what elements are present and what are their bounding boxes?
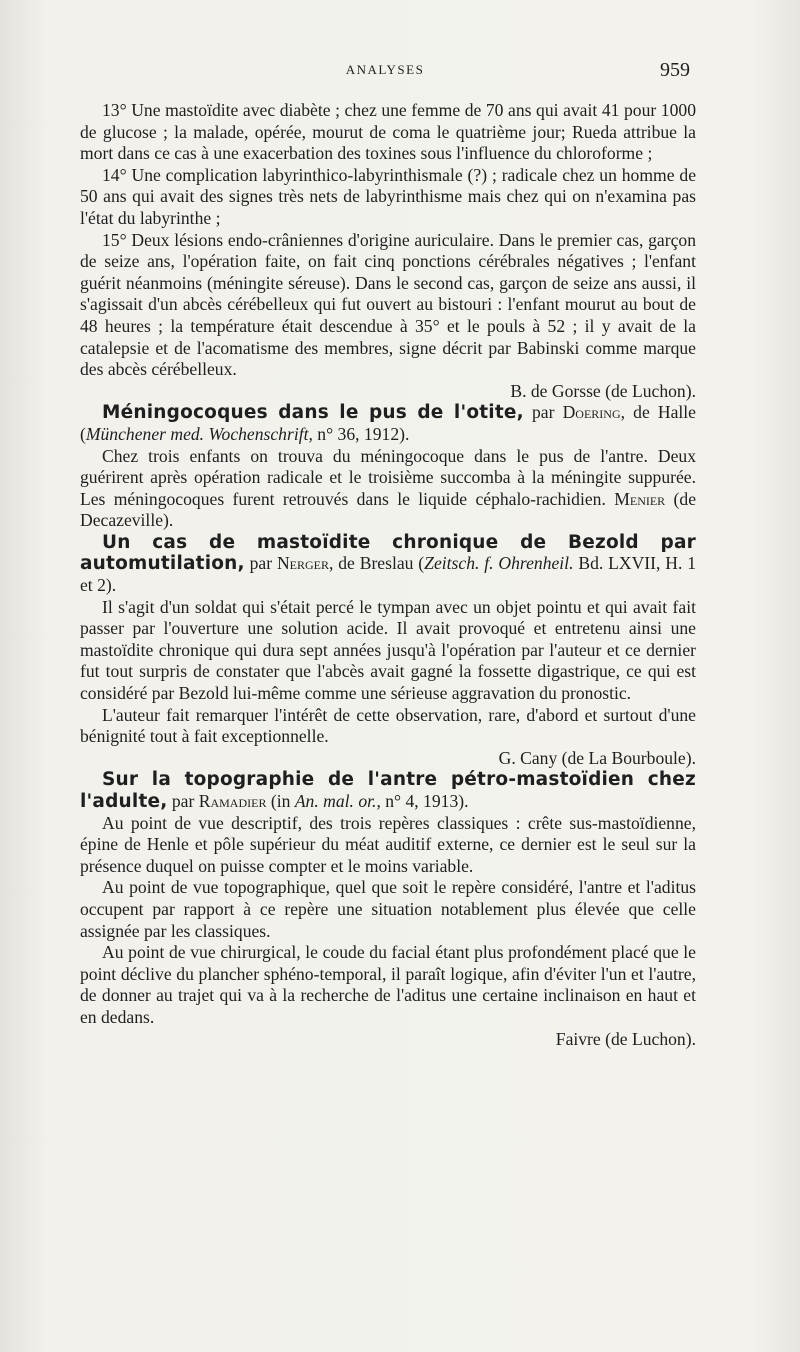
page-header <box>80 59 690 86</box>
article-bezold-body-1: Il s'agit d'un soldat qui s'était percé le tympan avec un objet pointu et qui avait fait passer par l'ouverture une solution acide. Il avait provoqué et entretenu ainsi une mastoïdite chronique qui dura sept années jusqu'à l'opération par l'auteur et ce dernier fut tout surpris de constater que l'abcès avait gagné la fossette digastrique, ce qui est considéré par Bezold lui-même comme une sérieuse aggravation du pronostic. <box>80 596 696 704</box>
article-topographie-body-3: Au point de vue chirurgical, le coude du facial étant plus profondément placé que le point déclive du plancher sphéno-temporal, il paraît logique, afin d'éviter l'un et l'autre, de donner au trajet qui va à la recherche de l'aditus une certaine inclinaison en haut et en dedans. <box>80 942 696 1027</box>
article-author: Ramadier <box>198 791 267 811</box>
article-body-text: Chez trois enfants on trouva du méningocoque dans le pus de l'antre. Deux guérirent après opération radicale et le troisième succomba à la méningite suppurée. Les méningocoques furent retrouvés dans le liquide céphalo-rachidien. <box>80 445 696 509</box>
paragraph-14: 14° Une complication labyrinthico-labyrinthismale (?) ; radicale chez un homme de 50 ans qui avait des signes très nets de labyrinthisme mais chez qui on n'examina pas l'état du labyrinthe ; <box>80 164 696 228</box>
article-topographie-body-2: Au point de vue topographique, quel que soit le repère considéré, l'antre et l'aditus occupent par rapport à ce repère une situation notablement plus élevée que celle assignée par les classiques. <box>80 877 696 941</box>
page-number: 959 <box>660 59 690 81</box>
article-meningocoques-body <box>80 446 696 532</box>
article-topographie-heading <box>80 769 696 812</box>
article-by: par <box>523 402 563 423</box>
article-title: Méningocoques dans le pus de l'otite, <box>102 402 524 424</box>
article-journal: An. mal. or. <box>294 791 377 811</box>
article-reference: Bd. LXVII, H. 1 et 2). <box>80 553 697 596</box>
article-affiliation: , de Halle ( <box>80 402 696 444</box>
article-bezold-heading <box>80 532 696 597</box>
article-by: par <box>244 553 277 574</box>
paragraph-15: 15° Deux lésions endo-crâniennes d'origine auriculaire. Dans le premier cas, garçon de seize ans, l'opération faite, on fait cinq ponctions cérébrales négatives ; l'enfant guérit néanmoins (méningite séreuse). Dans le second cas, garçon de seize ans aussi, il s'agissait d'un abcès cérébelleux qui fut ouvert au bistouri : l'enfant mourut au bout de 48 heures ; la température était descendue à 35° et le pouls à 52 ; il y avait de la catalepsie et de l'acomatisme des membres, signe décrit par Babinski comme marque des abcès cérébelleux. <box>80 229 696 380</box>
article-author: Nerger <box>276 553 329 574</box>
article-affiliation: , de Breslau ( <box>329 553 425 574</box>
article-bezold-body-2: L'auteur fait remarquer l'intérêt de cette observation, rare, d'abord et surtout d'une bénignité tout à fait exceptionnelle. <box>80 704 696 747</box>
page-body <box>80 100 696 1050</box>
article-affiliation: (in <box>266 791 295 811</box>
signature-faivre: Faivre (de Luchon). <box>555 1028 696 1049</box>
paragraph-13: 13° Une mastoïdite avec diabète ; chez une femme de 70 ans qui avait 41 pour 1000 de glucose ; la malade, opérée, mourut de coma le quatrième jour; Rueda attribue la mort dans ce cas à une exacerbation des toxines sous l'influence du chloroforme ; <box>80 100 696 164</box>
running-head: ANALYSES <box>345 62 425 77</box>
signature-cany: G. Cany (de La Bourboule). <box>498 747 696 768</box>
article-reference: , n° 4, 1913). <box>376 791 469 811</box>
article-meningocoques-heading <box>80 402 696 445</box>
article-author: Doering <box>562 402 621 423</box>
signature-gorsse: B. de Gorsse (de Luchon). <box>510 380 696 401</box>
article-journal: Münchener med. Wochenschrift, <box>85 423 313 444</box>
article-topographie-body-1: Au point de vue descriptif, des trois repères classiques : crête sus-mastoïdienne, épine de Henle et pôle supérieur du méat auditif externe, ce dernier est le seul sur la présence duquel on puisse compter et le moins variable. <box>80 812 696 876</box>
article-title: Sur la topographie de l'antre pétro-mastoïdien chez l'adulte, <box>80 769 696 812</box>
signature-menier-name: Menier <box>614 488 666 509</box>
article-reference: n° 36, 1912). <box>312 423 410 444</box>
article-by: par <box>167 791 199 811</box>
signature-menier-place: (de Decazeville). <box>80 488 697 531</box>
article-journal: Zeitsch. f. Ohrenheil. <box>424 553 574 574</box>
article-title: Un cas de mastoïdite chronique de Bezold par automutilation, <box>80 531 696 575</box>
